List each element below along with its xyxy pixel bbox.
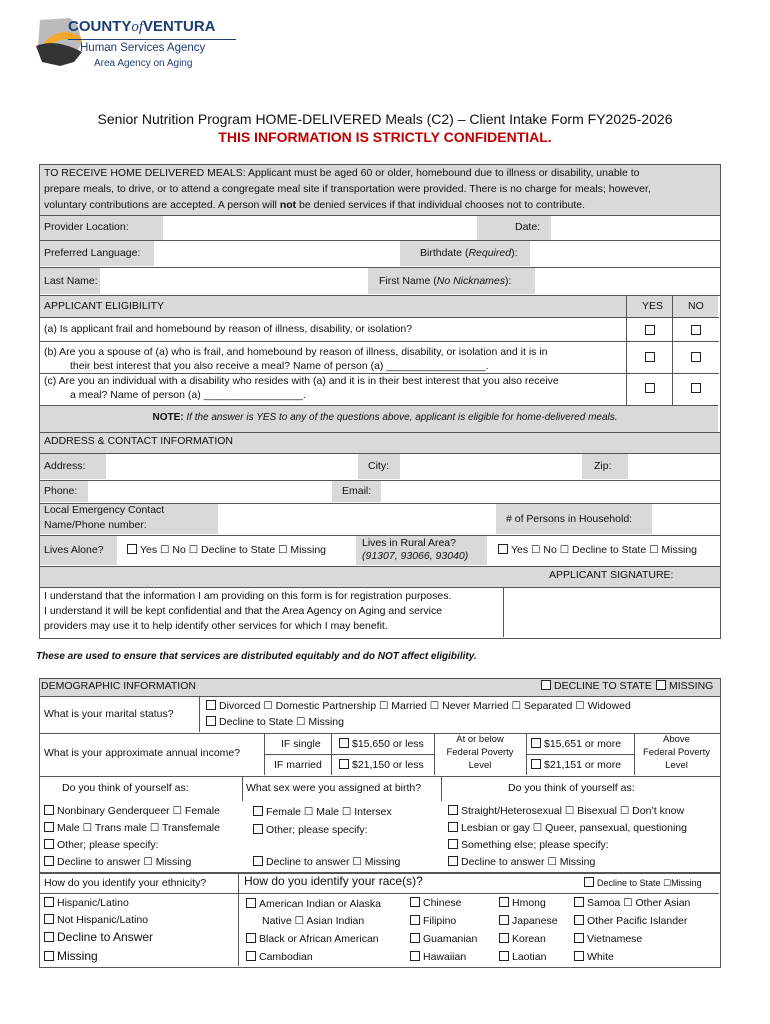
orient-opt-4[interactable]	[448, 856, 595, 869]
gender-opt-1[interactable]	[44, 805, 220, 818]
above-1: Above	[663, 734, 690, 745]
race-filipino-text: Filipino	[423, 915, 457, 927]
race-vietnamese-text: Vietnamese	[587, 933, 643, 945]
sex-question: What sex were you assigned at birth?	[246, 782, 422, 794]
race-korean-text: Korean	[512, 933, 546, 945]
question-b-line1: (b) Are you a spouse of (a) who is frail, and homebound by reason of illness, disability, or isolation and it is in	[44, 346, 548, 358]
last-name-input[interactable]	[101, 268, 367, 294]
at-below-1: At or below	[456, 734, 504, 745]
race-white-text: White	[587, 951, 614, 963]
race-laotian[interactable]	[499, 951, 546, 964]
orientation-question: Do you think of yourself as:	[508, 782, 635, 794]
email-label: Email:	[342, 485, 372, 497]
eth-opt-4[interactable]	[44, 950, 98, 963]
eth-opt-4-text: Missing	[57, 949, 98, 963]
agency-name: Human Services Agency	[80, 42, 206, 54]
race-japanese-text: Japanese	[512, 915, 558, 927]
income-married-less[interactable]	[339, 759, 424, 772]
city-label: City:	[368, 460, 389, 472]
race-guamanian[interactable]	[410, 933, 477, 946]
lives-alone-label: Lives Alone?	[44, 544, 104, 556]
emergency-label-2: Name/Phone number:	[44, 519, 147, 531]
race-korean[interactable]	[499, 933, 546, 946]
eth-opt-3-text: Decline to Answer	[57, 930, 154, 944]
understand-line-1: I understand that the information I am providing on this form is for registration purposes.	[44, 590, 452, 602]
sex-opt-2[interactable]	[253, 824, 368, 837]
eth-opt-3[interactable]	[44, 931, 153, 944]
question-c-yes-checkbox[interactable]	[645, 383, 655, 393]
race-hmong-text: Hmong	[512, 897, 546, 909]
provider-label: Provider Location:	[44, 221, 129, 233]
missing-checkbox[interactable]	[656, 680, 666, 690]
first-name-label-end: ):	[505, 275, 512, 287]
sex-opt-3-text: Decline to answer ☐ Missing	[266, 856, 401, 868]
sex-opt-1[interactable]	[253, 806, 392, 819]
race-laotian-text: Laotian	[512, 951, 547, 963]
gender-opt-2[interactable]	[44, 822, 220, 835]
race-decline[interactable]	[584, 877, 702, 890]
intro-line-2: prepare meals, to drive, or to attend a congregate meal site if transportation were provided. There is no charge for meals; however,	[44, 183, 651, 195]
missing-label: MISSING	[669, 680, 714, 692]
eligibility-header: APPLICANT ELIGIBILITY	[44, 300, 165, 312]
marital-options-2-text: Decline to State ☐ Missing	[219, 716, 344, 728]
logo-county: COUNTY	[68, 18, 132, 35]
lives-alone-options[interactable]	[127, 544, 326, 557]
income-single-more-text: $15,651 or more	[544, 738, 622, 750]
demographic-header: DEMOGRAPHIC INFORMATION	[41, 680, 196, 692]
understand-line-2: I understand it will be kept confidential and that the Area Agency on Aging and service	[44, 605, 443, 617]
signature-label: APPLICANT SIGNATURE:	[549, 569, 674, 581]
no-header: NO	[688, 300, 704, 312]
marital-options-1[interactable]	[206, 700, 631, 713]
orient-opt-4-text: Decline to answer ☐ Missing	[461, 856, 596, 868]
understand-line-3: providers may use it to help identify other services for which I may benefit.	[44, 620, 388, 632]
race-hawaiian-text: Hawaiian	[423, 951, 467, 963]
race-filipino[interactable]	[410, 915, 456, 928]
provider-input[interactable]	[164, 216, 476, 239]
date-input[interactable]	[552, 216, 718, 239]
question-a-yes-checkbox[interactable]	[645, 325, 655, 335]
form-title: Senior Nutrition Program HOME-DELIVERED Meals (C2) – Client Intake Form FY2025-2026	[97, 111, 673, 127]
race-hmong[interactable]	[499, 897, 546, 910]
rural-options-text: Yes ☐ No ☐ Decline to State ☐ Missing	[511, 544, 698, 556]
race-question: How do you identify your race(s)?	[244, 874, 423, 888]
decline-checkbox[interactable]	[541, 680, 551, 690]
county-logo	[30, 12, 240, 74]
sex-opt-2-text: Other; please specify:	[266, 824, 368, 836]
rural-label-2: (91307, 93066, 93040)	[362, 550, 469, 562]
race-chinese[interactable]	[410, 897, 462, 910]
gender-question: Do you think of yourself as:	[62, 782, 189, 794]
race-hawaiian[interactable]	[410, 951, 466, 964]
race-vietnamese[interactable]	[574, 933, 642, 946]
rural-label-1: Lives in Rural Area?	[362, 537, 456, 549]
at-below-2: Federal Poverty	[446, 747, 514, 758]
intro-line-3a: voluntary contributions are accepted. A person will	[44, 199, 280, 211]
orient-opt-2[interactable]	[448, 822, 687, 835]
eth-opt-1-text: Hispanic/Latino	[57, 897, 129, 909]
race-black-text: Black or African American	[259, 933, 379, 945]
phone-label: Phone:	[44, 485, 78, 497]
gender-opt-4[interactable]	[44, 856, 191, 869]
last-name-label: Last Name:	[44, 275, 98, 287]
if-single-label: IF single	[281, 738, 321, 750]
if-married-label: IF married	[274, 759, 322, 771]
race-japanese[interactable]	[499, 915, 558, 928]
address-label: Address:	[44, 460, 86, 472]
date-label: Date:	[515, 221, 541, 233]
race-guamanian-text: Guamanian	[423, 933, 478, 945]
at-below-3: Level	[468, 760, 492, 771]
confidential-notice: THIS INFORMATION IS STRICTLY CONFIDENTIAL.	[218, 129, 552, 145]
orient-opt-3[interactable]	[448, 839, 609, 852]
zip-input[interactable]	[629, 454, 718, 479]
sex-opt-1-text: Female ☐ Male ☐ Intersex	[266, 806, 392, 818]
birthdate-label-end: ):	[511, 247, 518, 259]
income-single-less[interactable]	[339, 738, 424, 751]
gender-opt-3-text: Other; please specify:	[57, 839, 159, 851]
above-3: Level	[665, 760, 688, 771]
emergency-contact-input[interactable]	[219, 504, 495, 534]
note-label: NOTE:	[152, 412, 187, 423]
language-input[interactable]	[155, 241, 399, 266]
above-2: Federal Poverty	[642, 747, 711, 758]
decline-label: DECLINE TO STATE	[554, 680, 652, 692]
birthdate-input[interactable]	[531, 241, 718, 266]
race-pacific[interactable]	[574, 915, 687, 928]
gender-opt-2-text: Male ☐ Trans male ☐ Transfemale	[57, 822, 220, 834]
question-c-line1: (c) Are you an individual with a disability who resides with (a) and it is in their best interest that you also receive	[44, 375, 559, 387]
gender-opt-1-text: Nonbinary Genderqueer ☐ Female	[57, 805, 220, 817]
race-aian[interactable]	[246, 898, 381, 911]
income-married-less-text: $21,150 or less	[352, 759, 424, 771]
yes-header: YES	[642, 300, 664, 312]
income-single-less-text: $15,650 or less	[352, 738, 424, 750]
gender-opt-4-text: Decline to answer ☐ Missing	[57, 856, 192, 868]
intro-line-3b: be denied services if that individual chooses not to contribute.	[296, 199, 586, 211]
orient-opt-3-text: Something else; please specify:	[461, 839, 609, 851]
race-asian-indian-text: Native ☐ Asian Indian	[262, 915, 365, 927]
city-input[interactable]	[401, 454, 581, 479]
race-black[interactable]	[246, 933, 379, 946]
phone-input[interactable]	[89, 481, 331, 502]
logo-ventura: VENTURA	[143, 18, 216, 35]
question-c-no-checkbox[interactable]	[691, 383, 701, 393]
gender-opt-3[interactable]	[44, 839, 159, 852]
marital-options-1-text: Divorced ☐ Domestic Partnership ☐ Married ☐ Never Married ☐ Separated ☐ Widowed	[219, 700, 631, 712]
race-samoa-text: Samoa ☐ Other Asian	[587, 897, 691, 909]
income-married-more[interactable]	[531, 759, 621, 772]
emergency-label-1: Local Emergency Contact	[44, 504, 165, 516]
ethnicity-question: How do you identify your ethnicity?	[44, 877, 207, 889]
eth-opt-1[interactable]	[44, 897, 129, 910]
first-name-label: First Name (	[379, 275, 437, 287]
email-input[interactable]	[382, 481, 718, 502]
race-aian-text: American Indian or Alaska	[259, 898, 381, 910]
household-input[interactable]	[653, 504, 718, 534]
first-name-input[interactable]	[536, 268, 718, 294]
income-single-more[interactable]	[531, 738, 621, 751]
eth-opt-2[interactable]	[44, 914, 148, 927]
race-decline-text: Decline to State ☐Missing	[597, 878, 702, 888]
zip-label: Zip:	[594, 460, 612, 472]
note-text: If the answer is YES to any of the questions above, applicant is eligible for home-delivered meals.	[186, 412, 618, 423]
orient-opt-2-text: Lesbian or gay ☐ Queer, pansexual, questioning	[461, 822, 687, 834]
rural-options[interactable]	[498, 544, 697, 557]
birthdate-required: Required	[468, 247, 512, 259]
orient-opt-1-text: Straight/Heterosexual ☐ Bisexual ☐ Don’t know	[461, 805, 685, 817]
birthdate-label: Birthdate (	[420, 247, 469, 259]
lives-alone-options-text: Yes ☐ No ☐ Decline to State ☐ Missing	[140, 544, 327, 556]
race-asian-indian[interactable]	[262, 915, 364, 928]
sex-opt-3[interactable]	[253, 856, 400, 869]
race-samoa[interactable]	[574, 897, 690, 910]
question-b-line2: their best interest that you also receive a meal? Name of person (a) _________________.	[70, 360, 489, 372]
question-b-no-checkbox[interactable]	[691, 352, 701, 362]
question-c-line2: a meal? Name of person (a) _________________.	[70, 389, 306, 401]
race-cambodian-text: Cambodian	[259, 951, 313, 963]
marital-question: What is your marital status?	[44, 708, 174, 720]
intro-line-1: TO RECEIVE HOME DELIVERED MEALS: Applicant must be aged 60 or older, homebound due to illness or disability, unable to	[44, 167, 640, 179]
question-a: (a) Is applicant frail and homebound by reason of illness, disability, or isolation?	[44, 323, 413, 335]
eth-opt-2-text: Not Hispanic/Latino	[57, 914, 149, 926]
race-cambodian[interactable]	[246, 951, 313, 964]
address-input[interactable]	[107, 454, 357, 479]
equity-note: These are used to ensure that services are distributed equitably and do NOT affect eligibility.	[36, 651, 477, 662]
race-chinese-text: Chinese	[423, 897, 462, 909]
income-married-more-text: $21,151 or more	[544, 759, 622, 771]
dept-name: Area Agency on Aging	[94, 58, 193, 69]
household-label: # of Persons in Household:	[506, 513, 633, 525]
income-question: What is your approximate annual income?	[44, 747, 241, 759]
signature-input[interactable]	[504, 588, 718, 637]
question-b-yes-checkbox[interactable]	[645, 352, 655, 362]
race-white[interactable]	[574, 951, 614, 964]
logo-of: of	[131, 19, 144, 35]
marital-options-2[interactable]	[206, 716, 344, 729]
address-header: ADDRESS & CONTACT INFORMATION	[44, 435, 234, 447]
question-a-no-checkbox[interactable]	[691, 325, 701, 335]
orient-opt-1[interactable]	[448, 805, 684, 818]
first-name-nicknames: No Nicknames	[436, 275, 506, 287]
intro-not: not	[279, 199, 297, 211]
race-pacific-text: Other Pacific Islander	[587, 915, 688, 927]
language-label: Preferred Language:	[44, 247, 141, 259]
